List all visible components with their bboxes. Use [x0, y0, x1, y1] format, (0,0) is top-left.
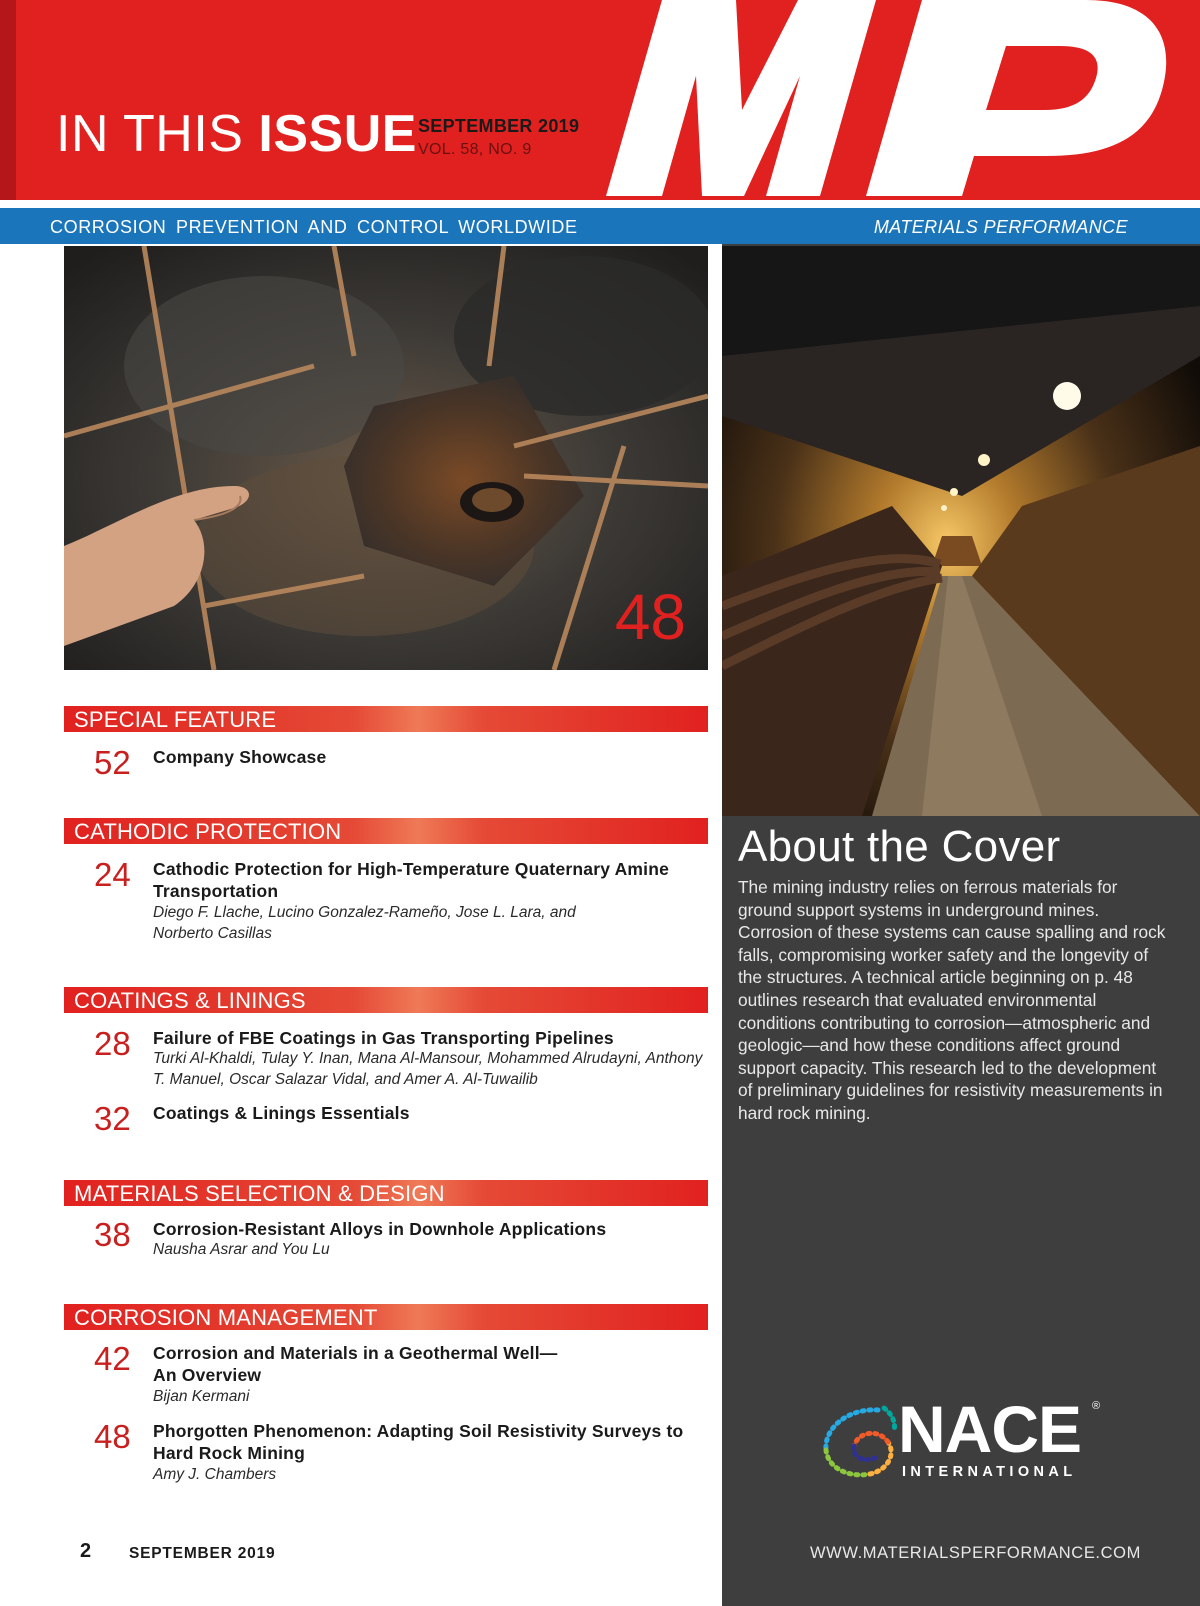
section-heading-label: SPECIAL FEATURE [74, 707, 277, 732]
issue-date: SEPTEMBER 2019 [418, 116, 580, 136]
toc-title: Phorgotten Phenomenon: Adapting Soil Resistivity Surveys to Hard Rock Mining [153, 1421, 684, 1463]
toc-entry[interactable] [64, 1216, 714, 1264]
cover-body: The mining industry relies on ferrous materials for ground support systems in underground mines. Corrosion of these systems can cause spalling and rock falls, compromising worker safety and the longevity of the structures. A technical article beginning on p. 48 outlines research that evaluated environmental conditions contributing to corrosion—atmospheric and geologic—and how these conditions affect ground support capacity. This research led to the development of preliminary guidelines for resistivity measurements in hard rock mining. [738, 877, 1166, 1123]
nace-subtitle: INTERNATIONAL [902, 1464, 1077, 1480]
mp-logo-p [866, 0, 1166, 196]
toc-entry[interactable] [64, 1340, 714, 1408]
toc-authors: Bijan Kermani [153, 1388, 250, 1405]
mp-logo [566, 0, 1200, 200]
toc-title: Corrosion and Materials in a Geothermal Well— An Overview [153, 1343, 558, 1385]
section-heading-special-feature [64, 706, 708, 732]
toc-entry[interactable] [64, 1100, 714, 1140]
toc-page-number: 42 [94, 1340, 131, 1377]
website-url[interactable]: WWW.MATERIALSPERFORMANCE.COM [810, 1544, 1141, 1562]
toc-page-number: 24 [94, 856, 131, 893]
toc-page-number: 38 [94, 1216, 131, 1253]
tagline-band [0, 208, 1200, 244]
tagline: CORROSION PREVENTION AND CONTROL WORLDWIDE [50, 217, 578, 237]
cover-photo-image [722, 246, 1200, 816]
section-heading-label: COATINGS & LININGS [74, 988, 306, 1013]
nace-wordmark: NACE [898, 1392, 1082, 1466]
masthead [0, 0, 1200, 200]
toc-authors: Amy J. Chambers [153, 1466, 277, 1483]
section-heading-label: CATHODIC PROTECTION [74, 819, 342, 844]
mp-logo-m [606, 0, 876, 196]
page-title-bold: ISSUE [258, 105, 417, 163]
issue-volume: VOL. 58, NO. 9 [418, 141, 532, 158]
section-heading-label: CORROSION MANAGEMENT [74, 1305, 378, 1330]
toc-title: Coatings & Linings Essentials [153, 1103, 410, 1123]
band-gap [0, 200, 1200, 208]
magazine-name: MATERIALS PERFORMANCE [873, 217, 1128, 237]
feature-photo-image [64, 246, 708, 670]
toc-page-number: 32 [94, 1100, 131, 1137]
toc-page-number: 28 [94, 1025, 131, 1062]
toc-entry[interactable] [64, 1418, 714, 1486]
toc-title: Corrosion-Resistant Alloys in Downhole Applications [153, 1219, 607, 1239]
toc-authors: Turki Al-Khaldi, Tulay Y. Inan, Mana Al-Mansour, Mohammed Alrudayni, Anthony T. Manuel, Oscar Salazar Vidal, and Amer A. Al-Tuwailib [153, 1050, 703, 1088]
toc-page-number: 48 [94, 1418, 131, 1455]
section-heading-materials-selection [64, 1180, 708, 1206]
masthead-edge [0, 0, 16, 200]
section-heading-label: MATERIALS SELECTION & DESIGN [74, 1181, 445, 1206]
page-title [56, 105, 417, 163]
section-heading-cathodic-protection [64, 818, 708, 844]
toc-title: Company Showcase [153, 747, 327, 767]
toc-title: Cathodic Protection for High-Temperature Quaternary Amine Transportation [153, 859, 670, 901]
footer-date: SEPTEMBER 2019 [129, 1545, 276, 1562]
toc-entry[interactable] [64, 744, 714, 784]
toc-authors: Nausha Asrar and You Lu [153, 1241, 330, 1258]
nace-registered-mark: ® [1092, 1400, 1101, 1412]
section-heading-corrosion-management [64, 1304, 708, 1330]
section-heading-coatings-linings [64, 987, 708, 1013]
toc-entry[interactable] [64, 1025, 714, 1089]
toc-page-number: 52 [94, 744, 131, 781]
cover-photo[interactable] [722, 246, 1200, 816]
feature-photo[interactable] [64, 246, 708, 670]
footer-page-number: 2 [80, 1540, 92, 1562]
toc-authors: Diego F. Llache, Lucino Gonzalez-Rameño, Jose L. Lara, and Norberto Casillas [153, 904, 576, 942]
page-title-light: IN THIS [56, 105, 259, 163]
toc-title: Failure of FBE Coatings in Gas Transporting Pipelines [153, 1028, 614, 1048]
feature-photo-page-number: 48 [614, 581, 686, 653]
cover-title: About the Cover [738, 822, 1061, 871]
toc-entry[interactable] [64, 856, 714, 946]
